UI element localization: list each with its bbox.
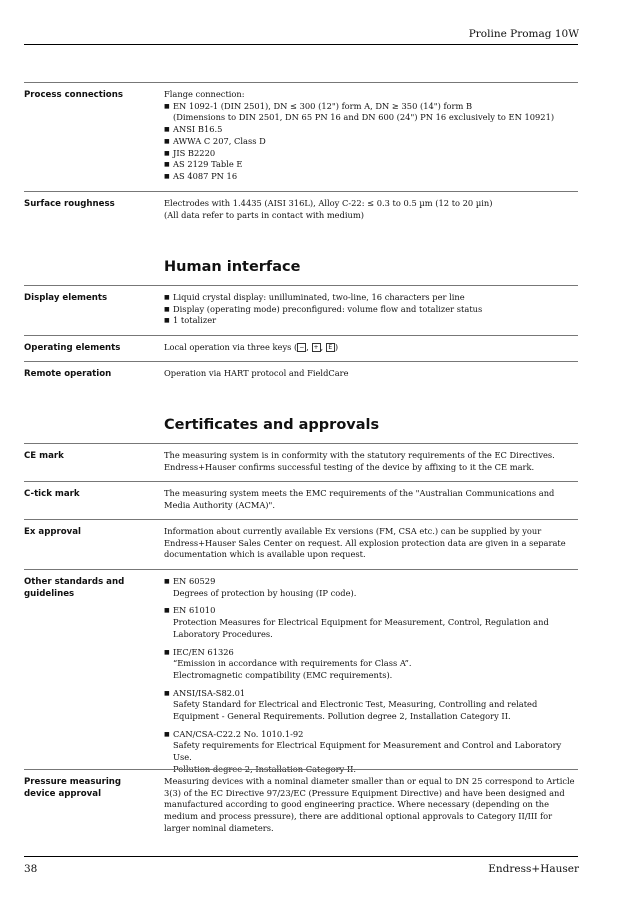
list-item: ■ Display (operating mode) preconfigured: volume flow and totalizer status <box>164 304 580 316</box>
label-process-connections: Process connections <box>24 90 123 100</box>
ex-approval-text: Information about currently available Ex versions (FM, CSA etc.) can be supplied by your Endress+Hauser Sales Center on request. All explosion protection data are given in a separate documentation which is available upon request. <box>164 526 566 560</box>
remote-operation-text: Operation via HART protocol and FieldCare <box>164 368 349 378</box>
label-display-elements: Display elements <box>24 293 108 303</box>
list-item: ■ Liquid crystal display: unilluminated, two-line, 16 characters per line <box>164 292 580 304</box>
label-ce-mark: CE mark <box>24 451 64 461</box>
section-divider <box>24 481 578 482</box>
heading-human-interface: Human interface <box>164 259 301 275</box>
section-divider <box>24 569 578 570</box>
list-item: ■ JIS B2220 <box>164 148 580 160</box>
label-remote-operation: Remote operation <box>24 369 112 379</box>
operating-elements-content: Local operation via three keys ( − , + , E ) <box>164 342 339 352</box>
list-item: ■ EN 1092-1 (DIN 2501), DN ≤ 300 (12") form A, DN ≥ 350 (14") form B (Dimensions to DIN 2501, DN 65 PN 16 and DN 600 (24") PN 16 exclusively to EN 10921) <box>164 101 580 124</box>
label-pressure-approval: Pressure measuring device approval <box>24 777 122 799</box>
list-item: ■ 1 totalizer <box>164 315 580 327</box>
list-item: ■ ANSI/ISA-S82.01 Safety Standard for Electrical and Electronic Test, Measuring, Controlling and related Equipment - General Requirements. Pollution degree 2, Installation Category II. <box>164 688 580 723</box>
section-divider <box>24 335 578 336</box>
section-divider <box>24 519 578 520</box>
section-divider <box>24 82 578 83</box>
flange-intro: Flange connection: <box>164 89 245 99</box>
section-divider <box>24 191 578 192</box>
process-connections-content <box>164 89 580 183</box>
minus-key-icon: − <box>299 344 305 351</box>
footer-rule <box>24 856 578 857</box>
surface-line-1: Electrodes with 1.4435 (AISI 316L), Alloy C-22: ≤ 0.3 to 0.5 µm (12 to 20 µin) <box>164 198 493 208</box>
list-item: ■ EN 60529 Degrees of protection by housing (IP code). <box>164 576 580 599</box>
label-ex-approval: Ex approval <box>24 527 81 537</box>
section-divider <box>24 361 578 362</box>
list-item: ■ CAN/CSA-C22.2 No. 1010.1-92 Safety requirements for Electrical Equipment for Measurement and Control and Laboratory Use. Pollution degree 2, Installation Category II. <box>164 729 580 776</box>
plus-key-icon: + <box>313 344 319 351</box>
label-c-tick-mark: C-tick mark <box>24 489 80 499</box>
section-divider <box>24 285 578 286</box>
list-item: ■ AS 2129 Table E <box>164 159 580 171</box>
c-tick-mark-text: The measuring system meets the EMC requirements of the "Australian Communications and Media Authority (ACMA)". <box>164 488 555 510</box>
header-rule <box>24 44 578 45</box>
ce-mark-text: The measuring system is in conformity with the statutory requirements of the EC Directives. Endress+Hauser confirms successful testing of the device by affixing to it the CE mark. <box>164 450 555 472</box>
section-divider <box>24 443 578 444</box>
running-header: Proline Promag 10W <box>468 28 579 40</box>
page-number: 38 <box>24 863 38 875</box>
label-surface-roughness: Surface roughness <box>24 199 115 209</box>
flange-list <box>164 101 580 183</box>
surface-line-2: (All data refer to parts in contact with medium) <box>164 209 365 220</box>
list-item: ■ IEC/EN 61326 “Emission in accordance with requirements for Class A”. Electromagnetic compatibility (EMC requirements). <box>164 647 580 682</box>
surface-roughness-content <box>164 198 580 221</box>
label-other-standards: Other standards and guidelines <box>24 577 125 599</box>
heading-certificates: Certificates and approvals <box>164 417 380 433</box>
list-item: ■ AWWA C 207, Class D <box>164 136 580 148</box>
footer-brand: Endress+Hauser <box>488 863 579 875</box>
display-list <box>164 292 580 327</box>
list-item: ■ ANSI B16.5 <box>164 124 580 136</box>
enter-key-icon: E <box>326 343 335 352</box>
display-elements-content <box>164 292 580 327</box>
list-item: ■ EN 61010 Protection Measures for Electrical Equipment for Measurement, Control, Regulation and Laboratory Procedures. <box>164 605 580 640</box>
pressure-approval-text: Measuring devices with a nominal diameter smaller than or equal to DN 25 correspond to Article 3(3) of the EC Directive 97/23/EC (Pressure Equipment Directive) and have been designed and manufactured according to good engineering practice. Where necessary (depending on the medium and process pressure), there are additional optional approvals to Category II/III for larger nominal diameters. <box>164 776 575 833</box>
label-operating-elements: Operating elements <box>24 343 121 353</box>
list-item: ■ AS 4087 PN 16 <box>164 171 580 183</box>
standards-list <box>164 576 580 776</box>
other-standards-content <box>164 576 580 776</box>
section-divider <box>24 769 578 770</box>
